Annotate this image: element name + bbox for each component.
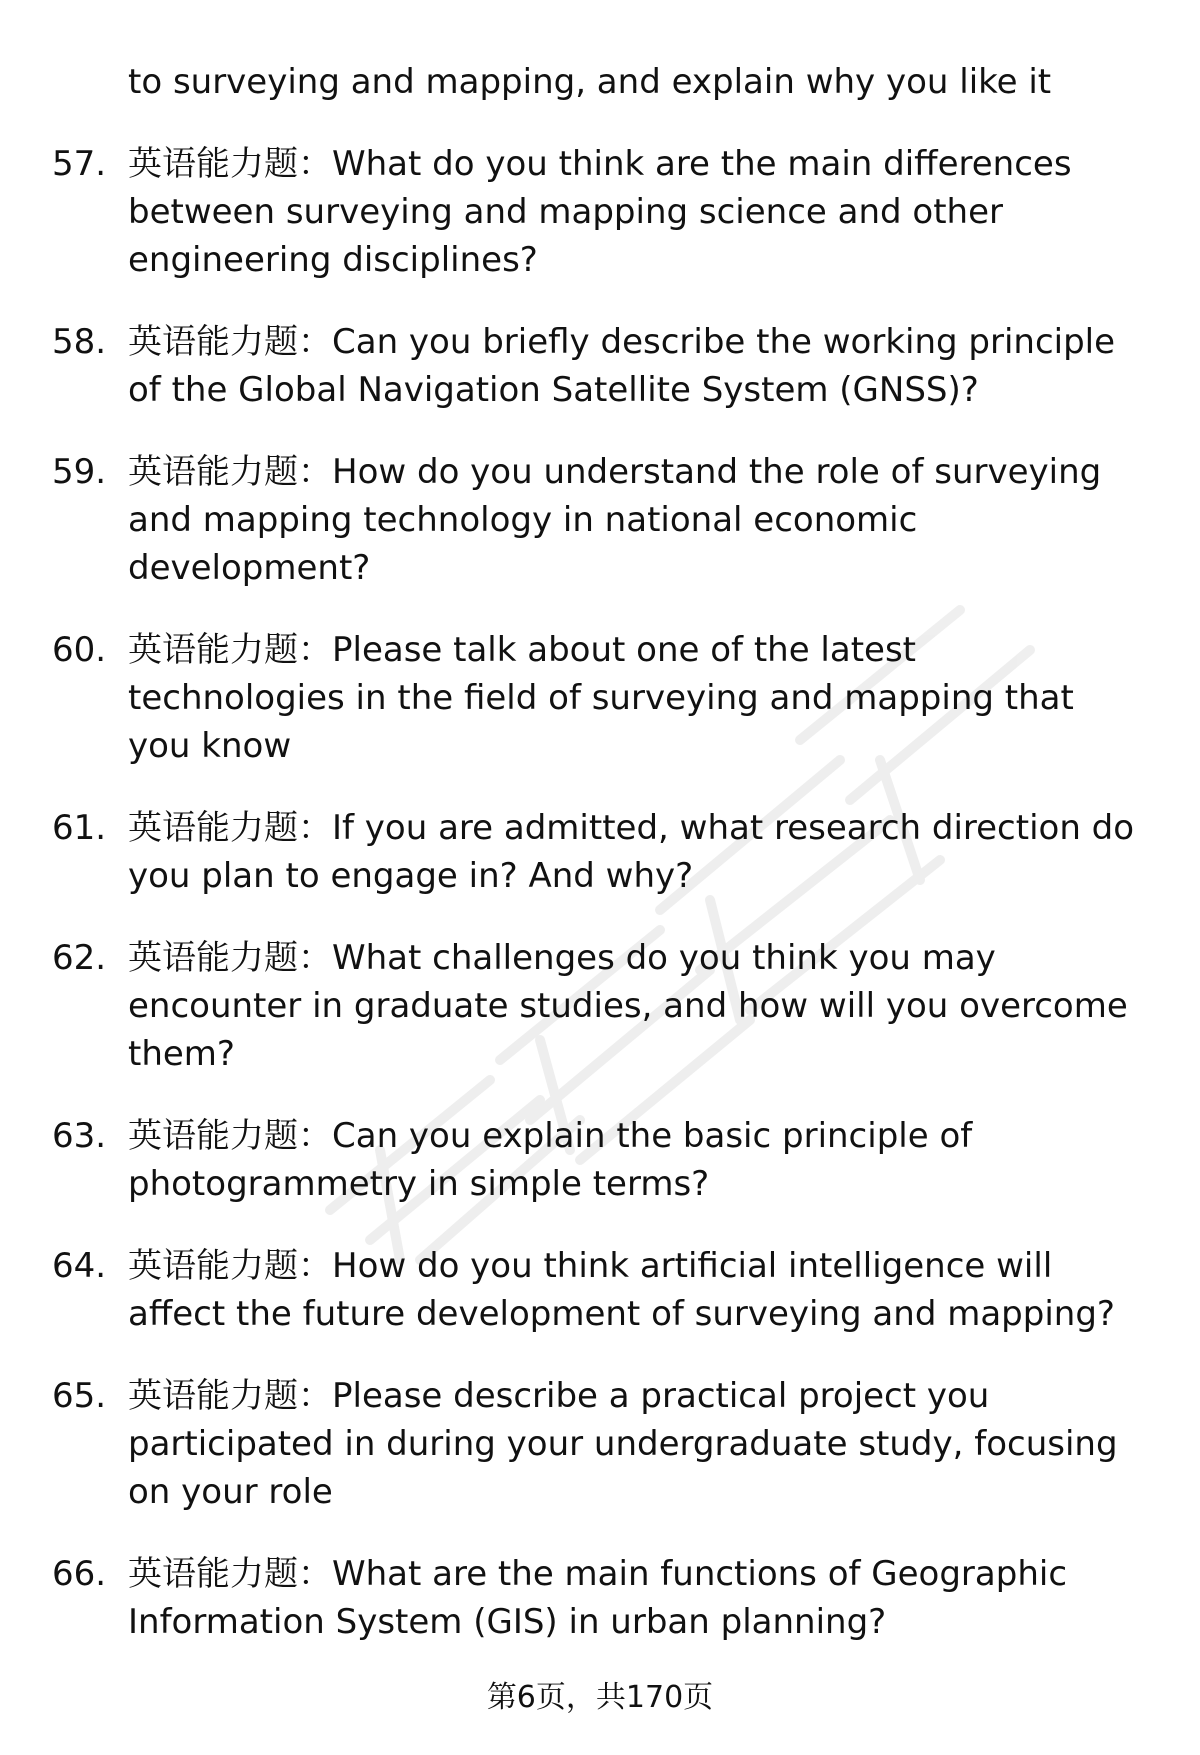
question-line: participated in during your undergraduate study, focusing	[128, 1424, 1118, 1464]
question-line-text: How do you think artificial intelligence will	[332, 1246, 1053, 1286]
question-number: 64.	[52, 1246, 107, 1286]
page-footer: 第6页，共170页	[486, 1680, 714, 1715]
question-line: photogrammetry in simple terms?	[128, 1164, 710, 1204]
question-line	[128, 318, 1168, 366]
question-label: 英语能力题：	[128, 322, 332, 362]
question-item	[0, 804, 1200, 900]
question-label: 英语能力题：	[128, 938, 332, 978]
question-line-text: Please describe a practical project you	[332, 1376, 990, 1416]
question-text	[128, 1550, 1168, 1646]
question-line: Information System (GIS) in urban planning?	[128, 1602, 887, 1642]
question-label: 英语能力题：	[128, 630, 332, 670]
question-number: 58.	[52, 322, 107, 362]
question-line: of the Global Navigation Satellite System (GNSS)?	[128, 370, 979, 410]
question-number: 59.	[52, 452, 107, 492]
question-line: development?	[128, 548, 371, 588]
question-number: 61.	[52, 808, 107, 848]
question-label: 英语能力题：	[128, 452, 332, 492]
question-text	[128, 1112, 1168, 1208]
question-line	[128, 1112, 1168, 1160]
question-number: 63.	[52, 1116, 107, 1156]
question-number: 57.	[52, 144, 107, 184]
question-text	[128, 1242, 1168, 1338]
question-text	[128, 626, 1168, 770]
question-line: them?	[128, 1034, 235, 1074]
question-line: technologies in the field of surveying and mapping that	[128, 678, 1074, 718]
question-text	[128, 934, 1168, 1078]
continuation-text: to surveying and mapping, and explain why you like it	[128, 62, 1052, 102]
question-line-text: Can you briefly describe the working principle	[332, 322, 1116, 362]
question-line: between surveying and mapping science and other	[128, 192, 1003, 232]
question-line: affect the future development of surveying and mapping?	[128, 1294, 1115, 1334]
question-line	[128, 140, 1168, 188]
question-number: 65.	[52, 1376, 107, 1416]
question-label: 英语能力题：	[128, 144, 332, 184]
question-line	[128, 626, 1168, 674]
question-text	[128, 804, 1168, 900]
question-line	[128, 1372, 1168, 1420]
question-line	[128, 934, 1168, 982]
question-text	[128, 448, 1168, 592]
question-line: engineering disciplines?	[128, 240, 538, 280]
question-line: encounter in graduate studies, and how will you overcome	[128, 986, 1128, 1026]
question-line: you know	[128, 726, 292, 766]
question-text	[128, 140, 1168, 284]
question-line	[128, 1550, 1168, 1598]
question-item	[0, 448, 1200, 592]
question-label: 英语能力题：	[128, 1246, 332, 1286]
question-text	[128, 318, 1168, 414]
question-line-text: What do you think are the main differences	[332, 144, 1072, 184]
question-text	[128, 1372, 1168, 1516]
question-line: and mapping technology in national economic	[128, 500, 918, 540]
question-item	[0, 140, 1200, 284]
question-line-text: Can you explain the basic principle of	[332, 1116, 973, 1156]
question-number: 62.	[52, 938, 107, 978]
question-line	[128, 1242, 1168, 1290]
question-line: you plan to engage in? And why?	[128, 856, 694, 896]
question-number: 60.	[52, 630, 107, 670]
question-item	[0, 934, 1200, 1078]
question-line-text: What challenges do you think you may	[332, 938, 996, 978]
question-line: on your role	[128, 1472, 333, 1512]
question-item	[0, 626, 1200, 770]
question-number: 66.	[52, 1554, 107, 1594]
question-line-text: If you are admitted, what research direction do	[332, 808, 1135, 848]
question-item	[0, 1372, 1200, 1516]
question-item	[0, 1112, 1200, 1208]
question-line-text: Please talk about one of the latest	[332, 630, 916, 670]
question-item	[0, 1550, 1200, 1646]
question-line	[128, 448, 1168, 496]
question-line	[128, 804, 1168, 852]
question-label: 英语能力题：	[128, 808, 332, 848]
question-item	[0, 318, 1200, 414]
question-list	[0, 140, 1200, 1680]
question-line-text: What are the main functions of Geographic	[332, 1554, 1068, 1594]
question-label: 英语能力题：	[128, 1376, 332, 1416]
question-label: 英语能力题：	[128, 1554, 332, 1594]
question-item	[0, 1242, 1200, 1338]
question-label: 英语能力题：	[128, 1116, 332, 1156]
question-line-text: How do you understand the role of surveying	[332, 452, 1102, 492]
